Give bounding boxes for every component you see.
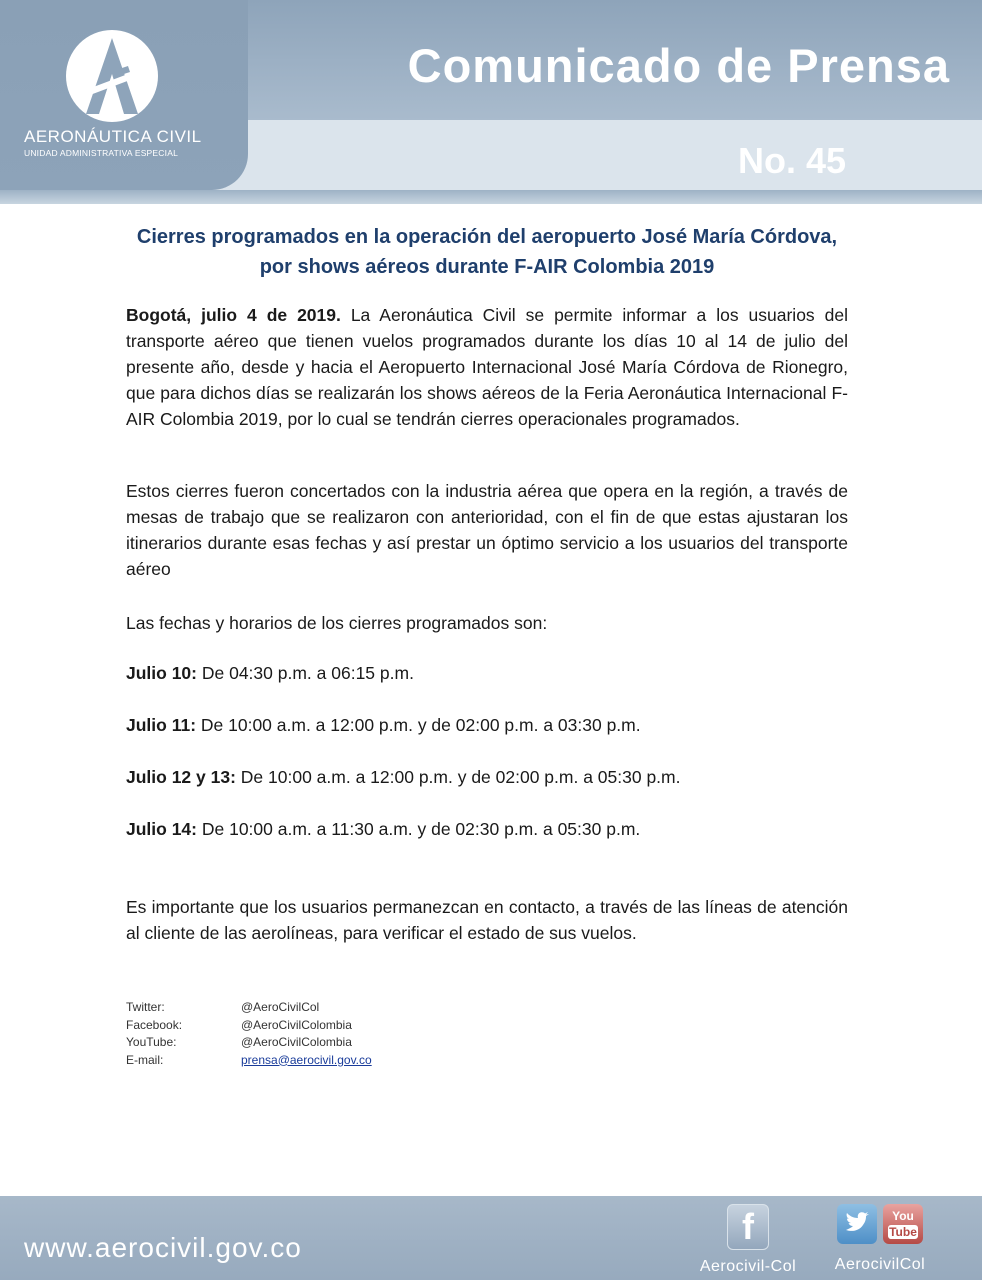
paragraph-schedule-intro: Las fechas y horarios de los cierres programados son:	[126, 613, 548, 633]
email-link[interactable]: prensa@aerocivil.gov.co	[241, 1052, 372, 1067]
schedule-item	[126, 764, 848, 790]
schedule-day: Julio 12 y 13:	[126, 767, 236, 787]
schedule-hours: De 04:30 p.m. a 06:15 p.m.	[197, 663, 414, 683]
schedule-day: Julio 14:	[126, 819, 197, 839]
facebook-label: Aerocivil-Col	[699, 1258, 797, 1275]
schedule-day: Julio 10:	[126, 663, 197, 683]
org-subtitle: UNIDAD ADMINISTRATIVA ESPECIAL	[24, 148, 178, 158]
contact-label: Facebook:	[126, 1017, 183, 1032]
logo-panel	[0, 0, 248, 190]
schedule-hours: De 10:00 a.m. a 12:00 p.m. y de 02:00 p.m. a 03:30 p.m.	[196, 715, 641, 735]
document-title: Comunicado de Prensa	[407, 39, 950, 92]
schedule-hours: De 10:00 a.m. a 12:00 p.m. y de 02:00 p.m. a 05:30 p.m.	[235, 767, 681, 787]
youtube-handle: @AeroCivilColombia	[241, 1035, 352, 1049]
youtube-icon[interactable]: You Tube	[883, 1204, 923, 1244]
paragraph-agreement: Estos cierres fueron concertados con la industria aérea que opera en la región, a través de mesas de trabajo que se realizaron con anterioridad, con el fin de que estas ajustaran los itinerarios durante esas fechas y así prestar un óptimo servicio a los usuarios del transporte aéreo	[126, 481, 848, 579]
contact-label: E-mail:	[126, 1052, 164, 1067]
facebook-icon[interactable]: f	[727, 1204, 769, 1250]
header-divider	[0, 190, 982, 204]
schedule-hours: De 10:00 a.m. a 11:30 a.m. y de 02:30 p.m. a 05:30 p.m.	[197, 819, 641, 839]
press-release-body	[126, 222, 848, 946]
twitter-icon[interactable]	[837, 1204, 877, 1244]
press-release-header	[0, 0, 982, 204]
contact-label: YouTube:	[126, 1035, 177, 1049]
intro-text: La Aeronáutica Civil se permite informar a los usuarios del transporte aéreo que tienen vuelos programados durante los días 10 al 14 de julio del presente año, desde y hacia el Aeropuerto Internacional José María Córdova de Rionegro, que para dichos días se realizarán los shows aéreos de la Feria Aeronáutica Internacional F-AIR Colombia 2019, por lo cual se tendrán cierres operacionales programados.	[126, 305, 848, 429]
facebook-block[interactable]	[690, 1204, 806, 1276]
paragraph-closing: Es importante que los usuarios permanezcan en contacto, a través de las líneas de atención al cliente de las aerolíneas, para verificar el estado de sus vuelos.	[126, 897, 848, 943]
schedule-item	[126, 660, 848, 686]
twitter-handle: @AeroCivilCol	[241, 1000, 320, 1014]
contact-row-email	[126, 1052, 526, 1070]
headline: Cierres programados en la operación del aeropuerto José María Córdova, por shows aéreos durante F-AIR Colombia 2019	[136, 226, 838, 278]
contact-row-twitter	[126, 999, 526, 1017]
schedule-item	[126, 712, 848, 738]
social-label: AerocivilCol	[834, 1256, 926, 1273]
contact-label: Twitter:	[126, 1000, 165, 1014]
website-url: www.aerocivil.gov.co	[24, 1232, 302, 1263]
dateline: Bogotá, julio 4 de 2019.	[126, 305, 341, 325]
paragraph-intro	[126, 302, 848, 432]
contact-list	[126, 999, 526, 1069]
schedule-list	[126, 660, 848, 842]
facebook-handle: @AeroCivilColombia	[241, 1017, 352, 1032]
org-name: AERONÁUTICA CIVIL	[24, 127, 202, 146]
schedule-item	[126, 816, 848, 842]
release-number: No. 45	[737, 140, 846, 181]
aerocivil-logo-icon	[66, 30, 158, 122]
contact-row-facebook	[126, 1017, 526, 1035]
footer	[0, 1196, 982, 1280]
contact-row-youtube	[126, 1034, 526, 1052]
schedule-day: Julio 11:	[126, 715, 197, 735]
social-block[interactable]	[822, 1204, 938, 1274]
